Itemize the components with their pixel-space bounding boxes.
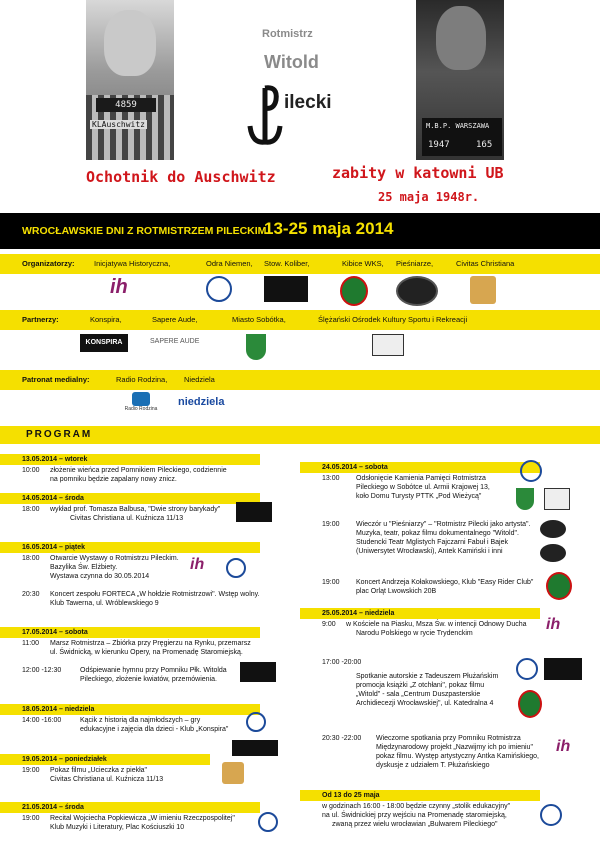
event-time: 12:00 -12:30	[22, 667, 62, 674]
day-header: 16.05.2014 – piątek	[0, 542, 260, 553]
banner-title: WROCŁAWSKIE DNI Z ROTMISTRZEM PILECKIM	[22, 225, 267, 237]
event-line: Odsłonięcie Kamienia Pamięci Rotmistrza	[356, 475, 486, 482]
portrait-head-shape	[104, 10, 156, 76]
event-line: pokaz filmu. Występ artystyczny Antka Kamińskiego,	[376, 753, 539, 760]
right-plate-top: M.B.P. WARSZAWA	[426, 122, 490, 130]
event-line: Muzyka, teatr, pokaz filmu dokumentalnego "Witold".	[356, 530, 519, 537]
organizers-bar	[0, 254, 600, 274]
event-line: Klub Tawerna, ul. Wróblewskiego 9	[50, 600, 159, 607]
ih-logo	[110, 276, 150, 302]
media-item: Radio Rodzina,	[116, 375, 168, 384]
event-time: 19:00	[322, 521, 340, 528]
event-line: Odśpiewanie hymnu przy Pomniku Płk. Witolda	[80, 667, 227, 674]
event-line: Marsz Rotmistrza – Zbiórka przy Pręgierzu na Rynku, przemarsz	[50, 640, 251, 647]
koliber-logo	[264, 276, 308, 302]
event-line: Pokaz filmu „Ucieczka z piekła"	[50, 767, 148, 774]
sapere-aude-logo-text: SAPERE AUDE	[150, 338, 200, 345]
event-time: 18:00	[22, 506, 40, 513]
right-caption: zabity w katowni UB	[332, 164, 504, 182]
day-header: 24.05.2014 – sobota	[300, 462, 540, 473]
event-time: 19:00	[22, 815, 40, 822]
event-line: Recital Wojciecha Popkiewicza „W imieniu Rzeczpospolitej"	[50, 815, 235, 822]
organizer-item: Odra Niemen,	[206, 259, 253, 268]
event-time: 20:30 -22:00	[322, 735, 362, 742]
sobotka-crest-logo-r	[516, 488, 534, 510]
event-line: plac Orląt Lwowskich 20B	[356, 588, 437, 595]
event-banner	[0, 213, 600, 249]
event-line: Bazylika Św. Elżbiety.	[50, 564, 118, 571]
left-prisoner-plate	[96, 98, 156, 112]
partner-item: Ślężański Ośrodek Kultury Sportu i Rekreacji	[318, 315, 468, 324]
event-line: (Uniwersytet Wrocławski), Antek Kamiński i inni	[356, 548, 503, 555]
event-time: 19:00	[322, 579, 340, 586]
event-line: Studencki Teatr Mglistych Fajczarni Fabuł i Bajek	[356, 539, 508, 546]
event-line: w Kościele na Piasku, Msza Św. w intencji Odnowy Ducha	[346, 621, 527, 628]
event-time: 17:00 -20:00	[322, 659, 362, 666]
left-plate-camp: KLAuschwitz	[92, 120, 145, 129]
right-portrait-photo	[416, 0, 504, 160]
event-line: Koncert zespołu FORTECA „W hołdzie Rotmistrzowi". Wstęp wolny.	[50, 591, 260, 598]
left-portrait-photo	[86, 0, 174, 160]
date-caption: 25 maja 1948r.	[378, 190, 480, 204]
surname-text: ilecki	[284, 92, 332, 113]
poster-header	[0, 0, 600, 213]
pilecki-logo-r	[544, 658, 582, 680]
header-surname	[284, 92, 332, 114]
day-header: 19.05.2014 – poniedziałek	[0, 754, 210, 765]
organizer-item: Civitas Christiana	[456, 259, 515, 268]
right-plate-year: 1947	[428, 140, 450, 150]
ih-logo-r: ih	[546, 616, 561, 633]
event-line: Pileckiego, złożenie kwiatów, przemówienia.	[80, 676, 217, 683]
day-header: 18.05.2014 – niedziela	[0, 704, 260, 715]
event-line: Pileckiego w Sobótce ul. Armii Krajowej 13,	[356, 484, 490, 491]
konspira-logo-text: KONSPIRA	[85, 339, 123, 346]
ih-logo-text: ih	[110, 276, 128, 298]
event-line: Archidiecezji Wrocławskiej", ul. Katedralna 4	[356, 700, 494, 707]
event-line: Wieczorne spotkania przy Pomniku Rotmistrza	[376, 735, 521, 742]
odra-niemen-logo-r2	[516, 658, 538, 680]
odra-niemen-logo-r3	[540, 804, 562, 826]
event-time: 11:00	[22, 640, 39, 647]
event-time: 19:00	[22, 767, 40, 774]
day-header: 13.05.2014 – wtorek	[0, 454, 260, 465]
sapere-aude-logo	[150, 338, 199, 345]
civitas-logo-small	[222, 762, 244, 784]
event-line: na ul. Świdnickiej przy wejściu na Promenadę staromiejską,	[322, 812, 507, 819]
boksiri-logo	[372, 334, 404, 356]
event-line: ul. Świdnicką, w kierunku Opery, na Promenadę Staromiejską.	[50, 649, 243, 656]
radio-rodzina-mark	[132, 392, 150, 406]
event-time: 18:00	[22, 555, 40, 562]
media-item: Niedziela	[184, 375, 215, 384]
odra-niemen-logo-3	[246, 712, 266, 732]
day-header: 17.05.2014 – sobota	[0, 627, 260, 638]
prisoner-number: 4859	[115, 100, 137, 110]
event-line: Klub Muzyki i Literatury, Plac Kościuszki 10	[50, 824, 185, 831]
event-line: wykład prof. Tomasza Balbusa, "Dwie strony barykady"	[50, 506, 221, 513]
civitas-logo	[470, 276, 496, 304]
konspira-logo-small	[232, 740, 278, 756]
left-caption: Ochotnik do Auschwitz	[86, 168, 276, 186]
ih-logo-small: ih	[190, 556, 205, 573]
organizer-item: Stow. Koliber,	[264, 259, 310, 268]
event-line: edukacyjne i zajęcia dla dzieci - Klub „Konspira"	[80, 726, 229, 733]
event-time: 20:30	[22, 591, 40, 598]
odra-niemen-logo-small	[226, 558, 246, 578]
organizer-item: Pieśniarze,	[396, 259, 434, 268]
event-time: 9:00	[322, 621, 336, 628]
header-first-name: Witold	[264, 52, 319, 72]
organizers-label: Organizatorzy:	[22, 259, 75, 268]
event-line: zwaną przez wielu wrocławian „Bulwarem Pileckiego"	[332, 821, 498, 828]
piesniarze-logo-r	[540, 520, 566, 538]
radio-rodzina-logo-text: Radio Rodzina	[124, 406, 158, 412]
sobotka-crest-logo	[246, 334, 266, 360]
media-label: Patronat medialny:	[22, 375, 90, 384]
partner-item: Miasto Sobótka,	[232, 315, 286, 324]
odra-niemen-logo-r1	[520, 460, 542, 482]
event-line: złożenie wieńca przed Pomnikiem Pileckiego, codziennie	[50, 467, 227, 474]
event-line: „Witold" - sala „Centrum Duszpasterskie	[356, 691, 481, 698]
event-line: koło Domu Turysty PTTK „Pod Wieżycą"	[356, 493, 482, 500]
pilecki-logo	[236, 502, 272, 522]
organizer-item: Kibice WKS,	[342, 259, 384, 268]
piesniarze-logo-r2	[540, 544, 566, 562]
program-bar	[0, 426, 600, 444]
partner-item: Konspira,	[90, 315, 122, 324]
event-line: Civitas Christiana ul. Kuźnicza 11/13	[70, 515, 184, 522]
radio-rodzina-logo	[124, 392, 158, 418]
program-title: PROGRAM	[26, 429, 93, 440]
event-line: Wieczór u "Pieśniarzy" – "Rotmistrz Pilecki jako artysta".	[356, 521, 531, 528]
boksiri-logo-r	[544, 488, 570, 510]
wks-logo-r	[546, 572, 572, 600]
day-header: Od 13 do 25 maja	[300, 790, 540, 801]
niedziela-logo: niedziela	[178, 396, 225, 408]
event-time: 13:00	[322, 475, 340, 482]
wks-logo-r2	[518, 690, 542, 718]
event-line: dyskusje z udziałem T. Płużańskiego	[376, 762, 490, 769]
event-line: Narodu Polskiego w rycie Trydenckim	[356, 630, 473, 637]
partners-bar	[0, 310, 600, 330]
banner-dates: 13-25 maja 2014	[264, 219, 394, 238]
partners-label: Partnerzy:	[22, 315, 59, 324]
event-line: na pomniku będzie zapalany nowy znicz.	[50, 476, 177, 483]
event-line: promocja książki „Z otchłani", pokaz filmu	[356, 682, 485, 689]
konspira-logo	[80, 334, 128, 352]
odra-niemen-logo	[206, 276, 232, 302]
wks-logo	[340, 276, 368, 306]
day-header: 25.05.2014 – niedziela	[300, 608, 540, 619]
event-line: w godzinach 16:00 - 18:00 będzie czynny „stolik edukacyjny"	[322, 803, 511, 810]
event-time: 10:00	[22, 467, 40, 474]
organizer-item: Inicjatywa Historyczna,	[94, 259, 171, 268]
pilecki-logo-2	[240, 662, 276, 682]
partner-item: Sapere Aude,	[152, 315, 198, 324]
event-time: 14:00 -16:00	[22, 717, 62, 724]
media-bar	[0, 370, 600, 390]
odra-niemen-logo-4	[258, 812, 278, 832]
event-line: Wystawa czynna do 30.05.2014	[50, 573, 150, 580]
right-plate-num: 165	[476, 140, 493, 150]
event-line: Civitas Christiana ul. Kuźnicza 11/13	[50, 776, 164, 783]
header-rank: Rotmistrz	[262, 28, 313, 40]
day-header: 21.05.2014 – środa	[0, 802, 260, 813]
event-line: Międzynarodowy projekt „Nazwijmy ich po imieniu"	[376, 744, 533, 751]
event-line: Otwarcie Wystawy o Rotmistrzu Pileckim.	[50, 555, 179, 562]
event-line: Kącik z historią dla najmłodszych – gry	[80, 717, 201, 724]
event-line: Koncert Andrzeja Kołakowskiego, Klub "Easy Rider Club"	[356, 579, 534, 586]
portrait-head-shape-right	[436, 6, 486, 70]
event-line: Spotkanie autorskie z Tadeuszem Płużańskim	[356, 673, 499, 680]
day-header: 14.05.2014 – środa	[0, 493, 260, 504]
anchor-icon	[240, 80, 290, 150]
ih-logo-r2: ih	[556, 738, 571, 755]
piesniarze-logo	[396, 276, 438, 306]
